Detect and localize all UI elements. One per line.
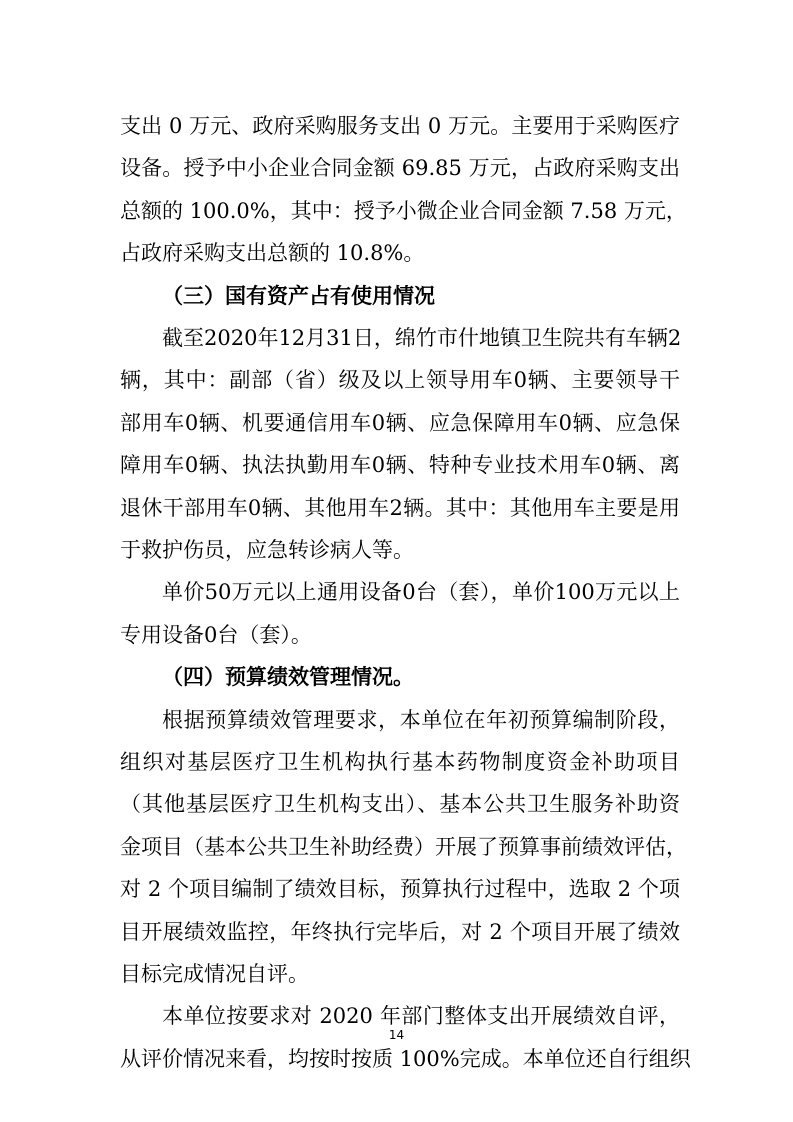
paragraph-1-line-2: 设备。授予中小企业合同金额 69.85 万元，占政府采购支出 xyxy=(120,156,680,180)
paragraph-4-line-7: 目标完成情况自评。 xyxy=(120,962,309,986)
paragraph-2-line-5: 退休干部用车0辆、其他用车2辆。其中：其他用车主要是用 xyxy=(120,496,680,520)
paragraph-1-line-1: 支出 0 万元、政府采购服务支出 0 万元。主要用于采购医疗 xyxy=(120,114,680,138)
paragraph-3-line-2: 专用设备0台（套）。 xyxy=(120,623,312,647)
paragraph-4-line-2: 组织对基层医疗卫生机构执行基本药物制度资金补助项目 xyxy=(120,750,680,774)
paragraph-5-line-2: 从评价情况来看，均按时按质 100%完成。本单位还自行组织 xyxy=(120,1047,691,1071)
section-heading-performance: （四）预算绩效管理情况。 xyxy=(162,665,414,689)
paragraph-1-line-4: 占政府采购支出总额的 10.8%。 xyxy=(120,241,425,265)
paragraph-2-line-1: 截至2020年12月31日，绵竹市什地镇卫生院共有车辆2 xyxy=(162,326,682,350)
section-heading-assets: （三）国有资产占有使用情况 xyxy=(162,284,435,308)
paragraph-5-line-1: 本单位按要求对 2020 年部门整体支出开展绩效自评， xyxy=(162,1004,680,1028)
paragraph-4-line-6: 目开展绩效监控，年终执行完毕后，对 2 个项目开展了绩效 xyxy=(120,920,680,944)
paragraph-1-line-3: 总额的 100.0%，其中：授予小微企业合同金额 7.58 万元， xyxy=(120,199,687,223)
paragraph-3-line-1: 单价50万元以上通用设备0台（套），单价100万元以上 xyxy=(162,580,680,604)
paragraph-4-line-1: 根据预算绩效管理要求，本单位在年初预算编制阶段， xyxy=(162,708,680,732)
paragraph-2-line-3: 部用车0辆、机要通信用车0辆、应急保障用车0辆、应急保 xyxy=(120,411,680,435)
paragraph-4-line-4: 金项目（基本公共卫生补助经费）开展了预算事前绩效评估， xyxy=(120,835,687,859)
page-number: 14 xyxy=(388,1028,405,1042)
paragraph-2-line-6: 于救护伤员，应急转诊病人等。 xyxy=(120,538,414,562)
paragraph-4-line-5: 对 2 个项目编制了绩效目标，预算执行过程中，选取 2 个项 xyxy=(120,877,680,901)
paragraph-2-line-4: 障用车0辆、执法执勤用车0辆、特种专业技术用车0辆、离 xyxy=(120,453,680,477)
paragraph-2-line-2: 辆，其中：副部（省）级及以上领导用车0辆、主要领导干 xyxy=(120,368,680,392)
paragraph-4-line-3: （其他基层医疗卫生机构支出）、基本公共卫生服务补助资 xyxy=(120,792,680,816)
